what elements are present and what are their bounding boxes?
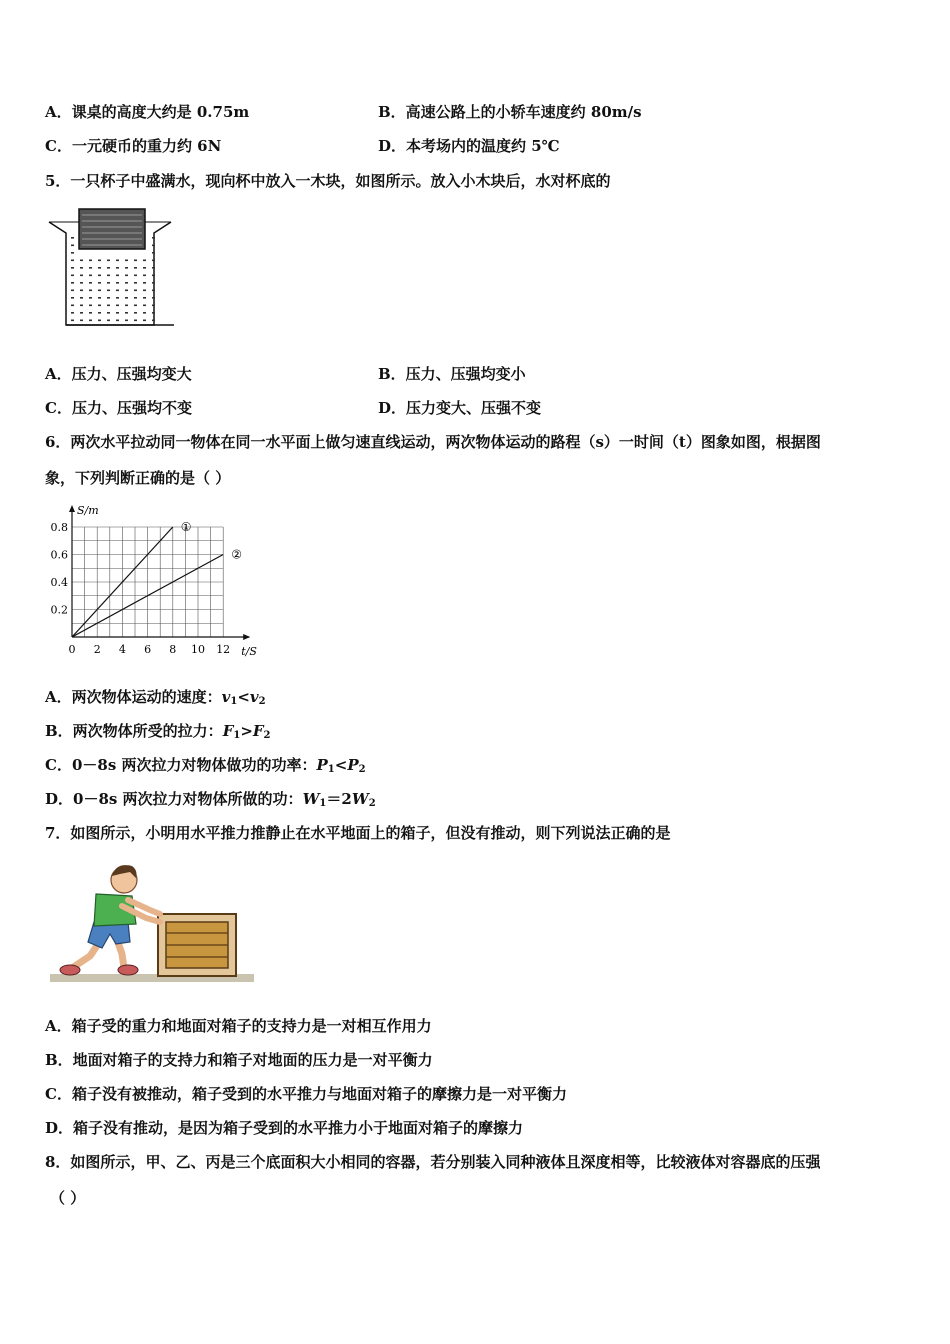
q6-option-d-sub2: 2 — [368, 798, 376, 809]
water-dot — [134, 282, 137, 284]
q6-option-a-sym1: v — [221, 688, 231, 706]
boy — [60, 865, 160, 975]
water-dot — [134, 305, 137, 307]
q6-option-d-prefix: D．0－8s 两次拉力对物体所做的功： — [45, 790, 303, 808]
q6-option-a-prefix: A．两次物体运动的速度： — [45, 688, 222, 706]
water-dot — [134, 297, 137, 299]
water-dot — [125, 275, 128, 277]
q7-stem: 7．如图所示，小明用水平推力推静止在水平地面上的箱子，但没有推动，则下列说法正确的是 — [45, 824, 671, 842]
st-graph-chart — [44, 503, 260, 661]
water-dot — [80, 267, 83, 269]
water-dot — [98, 290, 101, 292]
water-dot — [71, 320, 74, 322]
q5-option-c: C．压力、压强均不变 — [45, 399, 192, 417]
q6-option-a-sub2: 2 — [258, 696, 266, 707]
water-dot — [98, 312, 101, 314]
water-dot — [71, 267, 74, 269]
water-dot — [107, 312, 110, 314]
x-tick-label: 10 — [191, 643, 205, 656]
water-dot — [71, 252, 74, 254]
water-dot — [89, 290, 92, 292]
q5-option-a: A．压力、压强均变大 — [45, 365, 192, 383]
q6-option-d-sym2: W — [351, 790, 369, 808]
water-dot — [89, 275, 92, 277]
q8-answer-paren: （ ） — [50, 1189, 86, 1207]
water-dot — [125, 320, 128, 322]
water-dot — [152, 245, 155, 247]
q7-option-a: A．箱子受的重力和地面对箱子的支持力是一对相互作用力 — [45, 1017, 432, 1035]
water-dot — [71, 305, 74, 307]
water-dot — [107, 290, 110, 292]
q6-option-a — [45, 687, 266, 712]
x-tick-label: 4 — [118, 643, 126, 656]
q6-option-b-prefix: B．两次物体所受的拉力： — [45, 722, 223, 740]
water-dot — [152, 297, 155, 299]
water-dot — [116, 267, 119, 269]
q6-option-b-sub1: 1 — [233, 730, 241, 741]
water-dot — [116, 320, 119, 322]
y-axis-label: S/m — [77, 504, 99, 517]
y-tick-label: 0.8 — [50, 521, 68, 534]
water-dot — [71, 245, 74, 247]
q6-option-c-relation: < — [334, 756, 348, 774]
water-dot — [143, 312, 146, 314]
water-dot — [134, 267, 137, 269]
water-dot — [80, 290, 83, 292]
x-tick-label: 12 — [216, 643, 231, 656]
water-dot — [152, 275, 155, 277]
water-dot — [89, 312, 92, 314]
cup-with-wood-figure — [46, 207, 174, 329]
q5-option-d: D．压力变大、压强不变 — [378, 399, 542, 417]
water-dot — [80, 320, 83, 322]
water-dot — [116, 260, 119, 262]
water-dot — [143, 305, 146, 307]
q6-option-c-sym2: P — [347, 756, 359, 774]
water-dot — [152, 267, 155, 269]
q6-option-c-prefix: C．0－8s 两次拉力对物体做功的功率： — [45, 756, 317, 774]
water-dot — [116, 282, 119, 284]
x-tick-label: 0 — [68, 643, 76, 656]
y-tick-label: 0.2 — [50, 603, 68, 617]
q6-option-b-sub2: 2 — [263, 730, 271, 741]
x-tick-label: 8 — [169, 643, 177, 656]
q7-option-c: C．箱子没有被推动，箱子受到的水平推力与地面对箱子的摩擦力是一对平衡力 — [45, 1085, 567, 1103]
water-dot — [98, 282, 101, 284]
x-tick-label: 2 — [93, 643, 101, 656]
water-dot — [80, 312, 83, 314]
crate — [158, 914, 236, 976]
water-dot — [134, 320, 137, 322]
water-dot — [143, 297, 146, 299]
water-dot — [116, 290, 119, 292]
water-dot — [89, 305, 92, 307]
q4-option-a: A．课桌的高度大约是 0.75m — [45, 103, 250, 121]
water-dot — [125, 282, 128, 284]
water-dot — [80, 297, 83, 299]
water-dot — [98, 297, 101, 299]
water-dot — [98, 260, 101, 262]
water-dot — [80, 260, 83, 262]
water-dot — [107, 267, 110, 269]
water-dot — [71, 260, 74, 262]
water-dot — [107, 275, 110, 277]
water-dot — [125, 312, 128, 314]
q6-option-d-relation: ＝2 — [326, 790, 352, 808]
q6-option-d — [45, 789, 376, 814]
water-dot — [134, 260, 137, 262]
q7-option-b: B．地面对箱子的支持力和箱子对地面的压力是一对平衡力 — [45, 1051, 433, 1069]
water-dot — [80, 282, 83, 284]
water-dot — [152, 252, 155, 254]
q5-option-b: B．压力、压强均变小 — [378, 365, 526, 383]
water-dot — [116, 275, 119, 277]
water-dot — [152, 237, 155, 239]
water-dot — [125, 290, 128, 292]
water-dot — [152, 312, 155, 314]
series-label-1: ① — [180, 520, 192, 534]
q6-option-b-relation: > — [240, 722, 253, 740]
water-dot — [107, 260, 110, 262]
water-dot — [116, 312, 119, 314]
water-dot — [143, 275, 146, 277]
water-dot — [98, 305, 101, 307]
water-dot — [71, 297, 74, 299]
q7-option-d: D．箱子没有推动，是因为箱子受到的水平推力小于地面对箱子的摩擦力 — [45, 1119, 524, 1137]
water-dot — [71, 275, 74, 277]
water-dot — [134, 312, 137, 314]
water-dot — [107, 320, 110, 322]
water-dot — [71, 312, 74, 314]
q6-option-a-relation: < — [237, 688, 250, 706]
q5-stem: 5．一只杯子中盛满水，现向杯中放入一木块，如图所示。放入小木块后，水对杯底的 — [45, 172, 611, 190]
water-dot — [125, 305, 128, 307]
y-tick-label: 0.6 — [50, 548, 68, 562]
water-dot — [125, 297, 128, 299]
water-dot — [143, 267, 146, 269]
q6-option-c-sym1: P — [316, 756, 328, 774]
water-dot — [107, 282, 110, 284]
q8-stem: 8．如图所示，甲、乙、丙是三个底面积大小相同的容器，若分别装入同种液体且深度相等，比较液体对容器底的压强 — [45, 1153, 821, 1171]
q6-option-a-sym2: v — [249, 688, 259, 706]
x-axis-arrow — [243, 634, 250, 640]
q6-option-c-sub1: 1 — [327, 764, 335, 775]
water-dot — [152, 282, 155, 284]
water-dot — [98, 267, 101, 269]
q4-option-c: C．一元硬币的重力约 6N — [45, 137, 222, 155]
x-tick-label: 6 — [144, 643, 152, 656]
q6-option-c-sub2: 2 — [358, 764, 366, 775]
water-dot — [152, 260, 155, 262]
water-dot — [89, 282, 92, 284]
q6-option-b — [45, 721, 271, 746]
q6-option-d-sym1: W — [302, 790, 320, 808]
q6-stem-line1: 6．两次水平拉动同一物体在同一水平面上做匀速直线运动，两次物体运动的路程（s）一时间（t）图象如图，根据图 — [45, 433, 821, 451]
water-dot — [143, 282, 146, 284]
water-dot — [116, 305, 119, 307]
water-dot — [71, 282, 74, 284]
water-dot — [143, 320, 146, 322]
q4-option-b: B．高速公路上的小轿车速度约 80m/s — [378, 103, 642, 121]
water-dot — [116, 297, 119, 299]
x-axis-label: t/S — [241, 645, 257, 658]
water-dot — [89, 260, 92, 262]
water-dot — [71, 290, 74, 292]
water-dot — [143, 260, 146, 262]
q6-option-b-sym1: F — [222, 722, 234, 740]
water-dot — [71, 237, 74, 239]
q6-option-c — [45, 755, 366, 780]
water-dot — [143, 290, 146, 292]
chart-grid — [72, 527, 223, 637]
water-dot — [98, 320, 101, 322]
water-dot — [134, 275, 137, 277]
water-dot — [152, 290, 155, 292]
water-dot — [134, 290, 137, 292]
water-dot — [107, 305, 110, 307]
water-dot — [152, 320, 155, 322]
boy-pushing-box-figure — [50, 856, 255, 988]
q6-option-a-sub1: 1 — [230, 696, 238, 707]
water-dot — [98, 275, 101, 277]
y-tick-label: 0.4 — [50, 576, 68, 589]
water-dot — [107, 297, 110, 299]
water-dot — [89, 297, 92, 299]
water-dot — [152, 305, 155, 307]
q6-stem-line2: 象，下列判断正确的是（ ） — [45, 469, 231, 487]
water-dot — [89, 267, 92, 269]
water-dot — [89, 320, 92, 322]
water-dot — [80, 275, 83, 277]
q4-option-d: D．本考场内的温度约 5℃ — [378, 137, 560, 155]
y-axis-arrow — [69, 505, 75, 512]
water-dot — [80, 305, 83, 307]
q6-option-b-sym2: F — [252, 722, 264, 740]
water-dot — [125, 267, 128, 269]
q6-option-d-sub1: 1 — [319, 798, 327, 809]
water-dot — [125, 260, 128, 262]
series-label-2: ② — [231, 547, 242, 562]
